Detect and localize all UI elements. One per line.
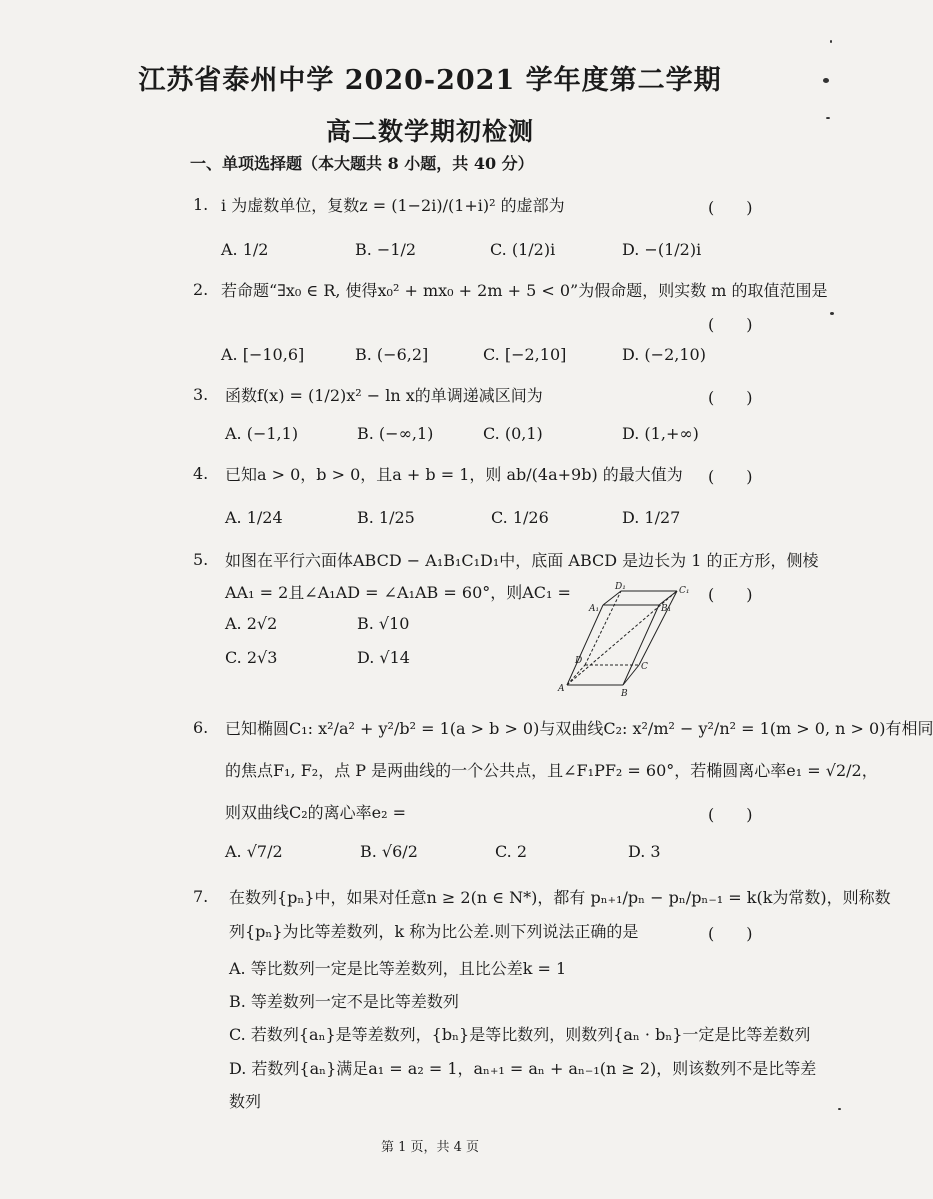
question-7-number: 7.	[193, 887, 209, 906]
question-3-text: 函数f(x) = (1/2)x² − ln x的单调递减区间为	[225, 386, 543, 405]
question-5-option-c: C. 2√3	[225, 648, 278, 667]
question-4-number: 4.	[193, 464, 209, 483]
question-3-number: 3.	[193, 385, 209, 404]
question-3-option-b: B. (−∞,1)	[357, 424, 434, 443]
label-c: C	[641, 662, 648, 672]
question-1-option-c: C. (1/2)i	[490, 240, 556, 259]
question-5-option-a: A. 2√2	[225, 614, 278, 633]
question-1-answer-paren: ( )	[708, 198, 753, 217]
question-5-line1: 如图在平行六面体ABCD − A₁B₁C₁D₁中，底面 ABCD 是边长为 1 的正方形，侧棱	[225, 551, 819, 570]
question-6-line2: 的焦点F₁, F₂，点 P 是两曲线的一个公共点，且∠F₁PF₂ = 60°，若椭圆离心率e₁ = √2/2，	[225, 761, 878, 780]
question-6-option-b: B. √6/2	[360, 842, 418, 861]
scan-speck	[830, 40, 832, 43]
question-6-option-a: A. √7/2	[225, 842, 283, 861]
question-2-option-a: A. [−10,6]	[221, 345, 305, 364]
question-4-option-c: C. 1/26	[491, 508, 549, 527]
question-5-number: 5.	[193, 550, 209, 569]
question-1-option-b: B. −1/2	[355, 240, 417, 259]
question-1-option-d: D. −(1/2)i	[622, 240, 702, 259]
edge-ad	[567, 665, 585, 685]
label-d: D	[575, 656, 583, 666]
label-b1: B₁	[661, 604, 672, 614]
scan-speck	[826, 117, 830, 119]
question-6-number: 6.	[193, 718, 209, 737]
edge-aa1	[567, 605, 603, 685]
question-3-option-a: A. (−1,1)	[225, 424, 299, 443]
page-footer: 第 1 页，共 4 页	[380, 1140, 480, 1155]
question-2-answer-paren: ( )	[708, 315, 753, 334]
question-3-option-d: D. (1,+∞)	[622, 424, 699, 443]
question-6-line3: 则双曲线C₂的离心率e₂ =	[225, 803, 407, 822]
scan-speck	[830, 312, 834, 315]
question-2-option-b: B. (−6,2]	[355, 345, 429, 364]
edge-cc1	[639, 591, 677, 665]
question-1-option-a: A. 1/2	[221, 240, 269, 259]
question-1-text: i 为虚数单位，复数z = (1−2i)/(1+i)² 的虚部为	[221, 196, 565, 215]
question-7-answer-paren: ( )	[708, 924, 753, 943]
question-3-option-c: C. (0,1)	[483, 424, 543, 443]
question-3-answer-paren: ( )	[708, 388, 753, 407]
question-6-answer-paren: ( )	[708, 805, 753, 824]
question-6-option-d: D. 3	[628, 842, 661, 861]
scan-speck	[838, 1108, 841, 1110]
question-7-option-d: D. 若数列{aₙ}满足a₁ = a₂ = 1，aₙ₊₁ = aₙ + aₙ₋₁(n ≥ 2)，则该数列不是比等差	[229, 1059, 817, 1078]
question-4-option-b: B. 1/25	[357, 508, 415, 527]
label-a: A	[558, 684, 565, 694]
question-6-option-c: C. 2	[495, 842, 528, 861]
question-7-option-b: B. 等差数列一定不是比等差数列	[229, 992, 459, 1011]
question-5-option-b: B. √10	[357, 614, 410, 633]
question-6-line1: 已知椭圆C₁: x²/a² + y²/b² = 1(a > b > 0)与双曲线C₂: x²/m² − y²/n² = 1(m > 0, n > 0)有相同	[225, 719, 933, 738]
question-4-option-a: A. 1/24	[225, 508, 283, 527]
label-c1: C₁	[679, 586, 690, 596]
question-5-option-d: D. √14	[357, 648, 410, 667]
question-4-text: 已知a > 0，b > 0，且a + b = 1，则 ab/(4a+9b) 的最大值为	[225, 465, 683, 484]
exam-subtitle: 高二数学期初检测	[325, 117, 534, 146]
question-4-answer-paren: ( )	[708, 467, 753, 486]
question-2-number: 2.	[193, 280, 209, 299]
question-2-option-c: C. [−2,10]	[483, 345, 567, 364]
question-7-option-a: A. 等比数列一定是比等差数列，且比公差k = 1	[229, 959, 567, 978]
question-2-option-d: D. (−2,10)	[622, 345, 706, 364]
question-7-option-d-continuation: 数列	[229, 1092, 262, 1111]
question-1-number: 1.	[193, 195, 209, 214]
question-5-answer-paren: ( )	[708, 585, 753, 604]
exam-title: 江苏省泰州中学 2020-2021 学年度第二学期	[138, 65, 722, 96]
edge-a1d1	[603, 591, 621, 605]
label-b: B	[621, 689, 628, 699]
question-7-line2: 列{pₙ}为比等差数列，k 称为比公差.则下列说法正确的是	[229, 922, 639, 941]
question-7-line1: 在数列{pₙ}中，如果对任意n ≥ 2(n ∈ N*)，都有 pₙ₊₁/pₙ − pₙ/pₙ₋₁ = k(k为常数)，则称数	[229, 888, 891, 907]
parallelepiped-figure	[555, 582, 695, 700]
label-a1: A₁	[589, 604, 600, 614]
question-5-line2: AA₁ = 2且∠A₁AD = ∠A₁AB = 60°，则AC₁ =	[225, 583, 571, 602]
section-heading: 一、单项选择题（本大题共 8 小题，共 40 分）	[190, 154, 534, 173]
question-7-option-c: C. 若数列{aₙ}是等差数列，{bₙ}是等比数列，则数列{aₙ · bₙ}一定是比等差数列	[229, 1025, 811, 1044]
label-d1: D₁	[615, 582, 626, 592]
question-2-text: 若命题“∃x₀ ∈ R, 使得x₀² + mx₀ + 2m + 5 < 0”为假命题，则实数 m 的取值范围是	[221, 281, 828, 300]
edge-bb1	[623, 605, 659, 685]
question-4-option-d: D. 1/27	[622, 508, 681, 527]
scan-speck	[823, 78, 829, 83]
